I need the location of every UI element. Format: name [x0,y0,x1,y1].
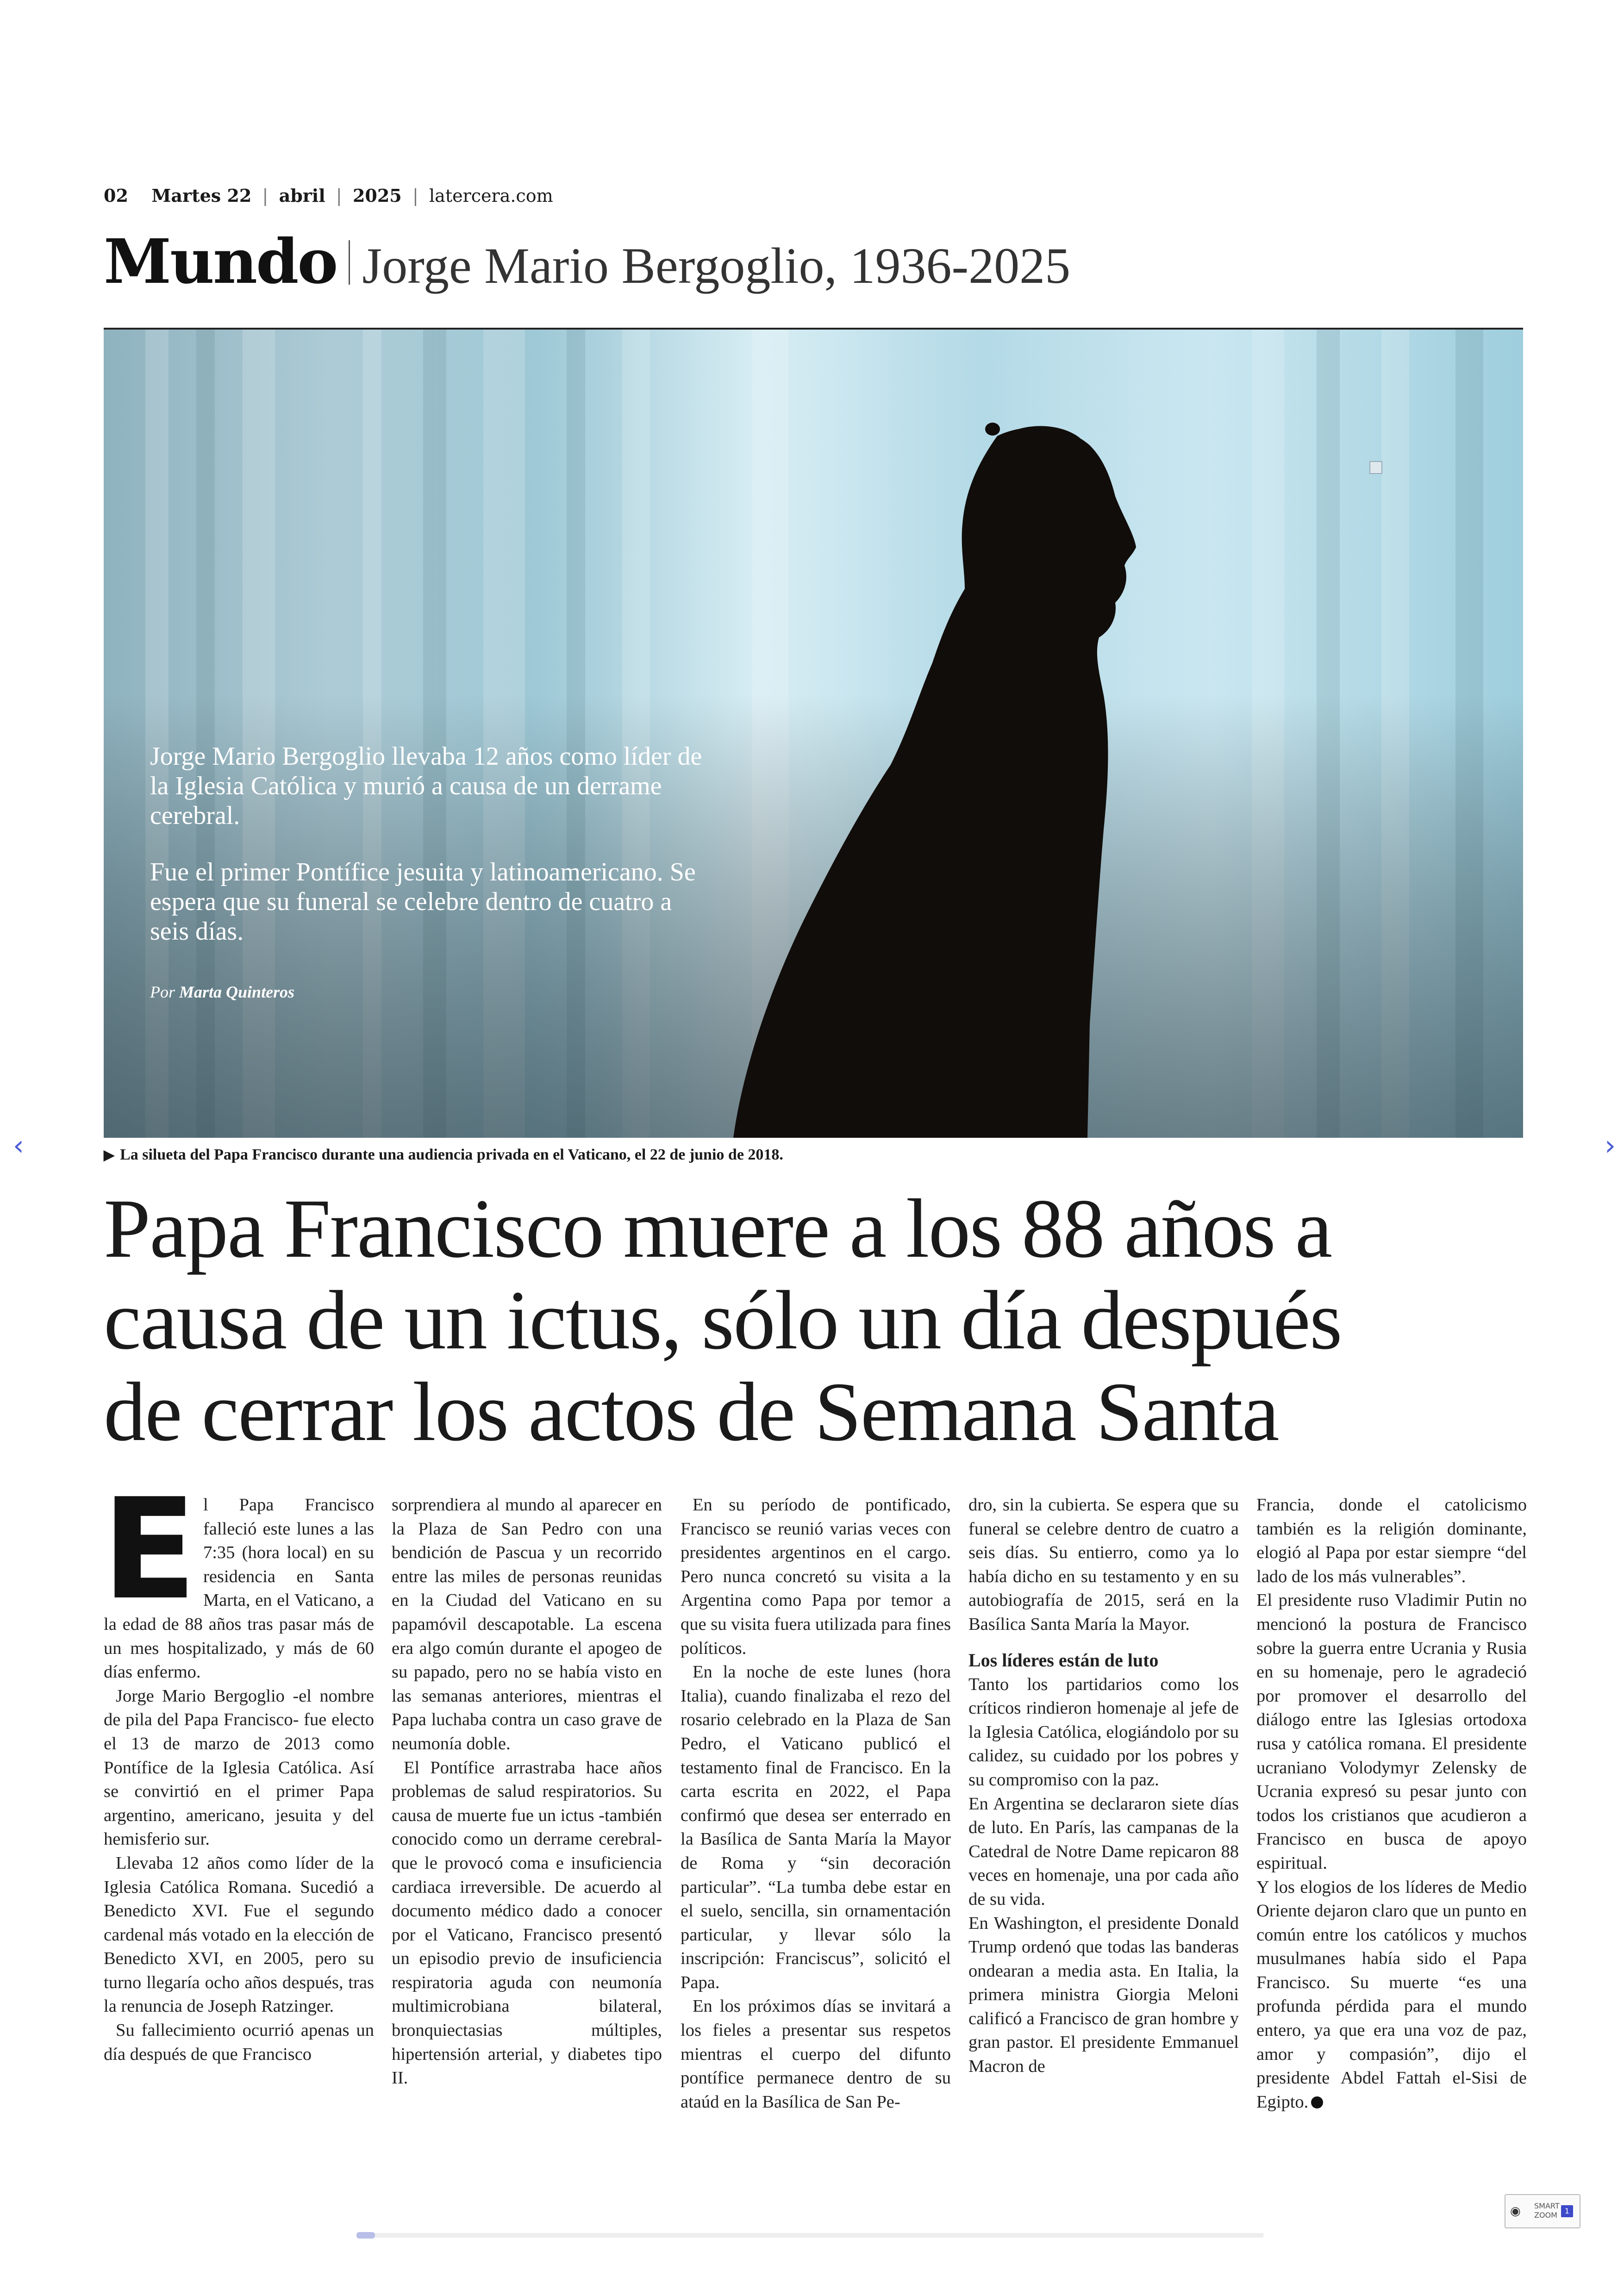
end-mark-icon [1311,2096,1323,2108]
article-paragraph: dro, sin la cubierta. Se espera que su funeral se celebre dentro de cuatro a seis días. Su entierro, como ya lo había dicho en su testamento y en su autobiografía de 2015, será en la Basílica Santa María la Mayor. [968,1495,1239,1634]
article-column-3 [681,1493,951,2114]
article-paragraph: Llevaba 12 años como líder de la Iglesia Católica Romana. Sucedió a Benedicto XVI. Fue el segundo cardenal más votado en la elección de Benedicto XVI, en 2005, pero su turno llegaría ocho años después, tras la renuncia de Joseph Ratzinger. [104,1853,374,2016]
article-paragraph-text: Y los elogios de los líderes de Medio Oriente dejaron claro que un punto en común entre los católicos y muchos musulmanes había sido el Papa Francisco. Su muerte “es una profunda pérdida para el mundo entero, ya que era una voz de paz, amor y compasión”, dijo el presidente Abdel Fattah el-Sisi de Egipto. [1256,1877,1527,2112]
headline [104,1183,1530,1458]
headline-line: Papa Francisco muere a los 88 años a [104,1182,1332,1275]
article-column-2 [392,1493,662,2090]
byline [150,982,294,1002]
caption-triangle-icon: ▶ [104,1148,115,1163]
drop-cap: E [102,1469,197,1630]
article-paragraph: Jorge Mario Bergoglio -el nombre de pila del Papa Francisco- fue electo el 13 de marzo de 2013 como Pontífice de la Iglesia Católica. Así se convirtió en el primer Papa argentino, americano, jesuita y del hemisferio sur. [104,1686,374,1849]
article-column-4 [968,1493,1239,2079]
deck-paragraph: Fue el primer Pontífice jesuita y latinoamericano. Se espera que su funeral se celebre dentro de cuatro a seis días. [150,858,696,946]
smart-zoom-button[interactable] [1505,2194,1580,2228]
folio-site: latercera.com [429,186,553,206]
section-subtitle: Jorge Mario Bergoglio, 1936-2025 [362,237,1071,294]
folio-day: Martes 22 [151,185,252,206]
article-paragraph [1256,1876,1527,2114]
article-paragraph: En su período de pontificado, Francisco se reunió varias veces con presidentes argentinos en el cargo. Pero nunca concretó su visita a la Argentina como Papa por temor a que su visita fuera utilizada para fines políticos. [681,1495,951,1658]
chevron-right-icon[interactable]: › [1605,1129,1616,1162]
pope-silhouette-image [104,330,1523,1138]
article-paragraph: En Argentina se declararon siete días de luto. En París, las campanas de la Catedral de Notre Dame repicaron 88 veces en homenaje, una por cada año de su vida. [968,1794,1239,1909]
caption-text: La silueta del Papa Francisco durante una audiencia privada en el Vaticano, el 22 de junio de 2018. [120,1146,783,1163]
section-name: Mundo [104,226,337,298]
article-paragraph: Su fallecimiento ocurrió apenas un día después de que Francisco [104,2021,374,2064]
article-paragraph: l Papa Francisco falleció este lunes a las 7:35 (hora local) en su residencia en Santa Marta, en el Vaticano, a la edad de 88 años tras pasar más de un mes hospitalizado, y más de 60 días enfermo. [104,1495,374,1682]
lead-photo [104,330,1523,1138]
page-number: 02 [104,185,128,206]
article-paragraph: En los próximos días se invitará a los fieles a presentar sus respetos mientras el cuerpo del difunto pontífice permanece dentro de su ataúd en la Basílica de San Pe- [681,1996,951,2112]
deck-paragraph: Jorge Mario Bergoglio llevaba 12 años como líder de la Iglesia Católica y murió a causa de un derrame cerebral. [150,742,702,830]
article-paragraph: En Washington, el presidente Donald Trump ordenó que todas las banderas ondearan a media asta. En Italia, la primera ministra Giorgia Meloni calificó a Francisco de gran hombre y gran pastor. El presidente Emmanuel Macron de [968,1913,1239,2077]
photo-deck [150,742,715,973]
folio-separator: | [262,186,269,206]
page-scroll-track[interactable] [356,2233,1264,2238]
article-paragraph: Francia, donde el catolicismo también es la religión dominante, elogió al Papa por estar siempre “del lado de los más vulnerables”. [1256,1495,1527,1586]
folio-separator: | [412,186,418,206]
folio-month: abril [279,185,325,206]
headline-line: causa de un ictus, sólo un día después [104,1274,1342,1367]
headline-line: de cerrar los actos de Semana Santa [104,1366,1279,1459]
folio-line [104,185,553,206]
article-paragraph: En la noche de este lunes (hora Italia), cuando finalizaba el rezo del rosario celebrado en la Plaza de San Pedro, el Vaticano publicó el testamento final de Francisco. En la carta escrita en 2022, el Papa confirmó que desea ser enterrado en la Basílica de Santa María la Mayor de Roma y “sin decoración particular”. “La tumba debe estar en el suelo, sencilla, sin ornamentación particular, y llevar sólo la inscripción: Franciscus”, solicitó el Papa. [681,1662,951,1992]
eye-icon: ◉ [1510,2204,1521,2218]
article-column-5 [1256,1493,1527,2114]
byline-author: Marta Quinteros [179,983,295,1001]
section-header [104,226,1070,298]
article-paragraph: Tanto los partidarios como los críticos rindieron homenaje al jefe de la Iglesia Católica, elogiándolo por su calidez, su cuidado por los pobres y su compromiso con la paz. [968,1674,1239,1790]
smart-zoom-badge: 1 [1561,2205,1573,2217]
section-divider [349,240,350,285]
folio-separator: | [336,186,342,206]
folio-year: 2025 [352,185,402,206]
smart-zoom-label: SMART ZOOM [1534,2201,1560,2220]
article-paragraph: El Pontífice arrastraba hace años problemas de salud respiratorios. Su causa de muerte fue un ictus -también conocido como un derrame cerebral- que le provocó coma e insuficiencia cardiaca irreversible. De acuerdo al documento médico dado a conocer por el Vaticano, Francisco presentó un episodio previo de insuficiencia respiratoria aguda con neumonía multimicrobiana bilateral, bronquiectasias múltiples, hipertensión arterial, y diabetes tipo II. [392,1758,662,2088]
article-column-1 [102,1469,374,2066]
page-scroll-thumb[interactable] [356,2232,375,2239]
chevron-left-icon[interactable]: ‹ [13,1129,24,1162]
photo-caption [104,1146,783,1164]
article-subhead: Los líderes están de luto [968,1649,1159,1671]
article-paragraph: sorprendiera al mundo al aparecer en la Plaza de San Pedro con una bendición de Pascua y un recorrido entre las miles de personas reunidas en la Ciudad del Vaticano en su papamóvil descapotable. La escena era algo común durante el apogeo de su papado, pero no se había visto en las semanas anteriores, mientras el Papa luchaba contra un caso grave de neumonía doble. [392,1495,662,1753]
byline-prefix: Por [150,983,175,1001]
article-paragraph: El presidente ruso Vladimir Putin no mencionó la postura de Francisco sobre la guerra entre Ucrania y Rusia en su homenaje, pero le agradeció por promover el desarrollo del diálogo entre las Iglesias ortodoxa rusa y católica romana. El presidente ucraniano Volodymyr Zelensky de Ucrania expresó su pesar junto con todos los cristianos que acudieron a Francisco en busca de apoyo espiritual. [1256,1590,1527,1873]
